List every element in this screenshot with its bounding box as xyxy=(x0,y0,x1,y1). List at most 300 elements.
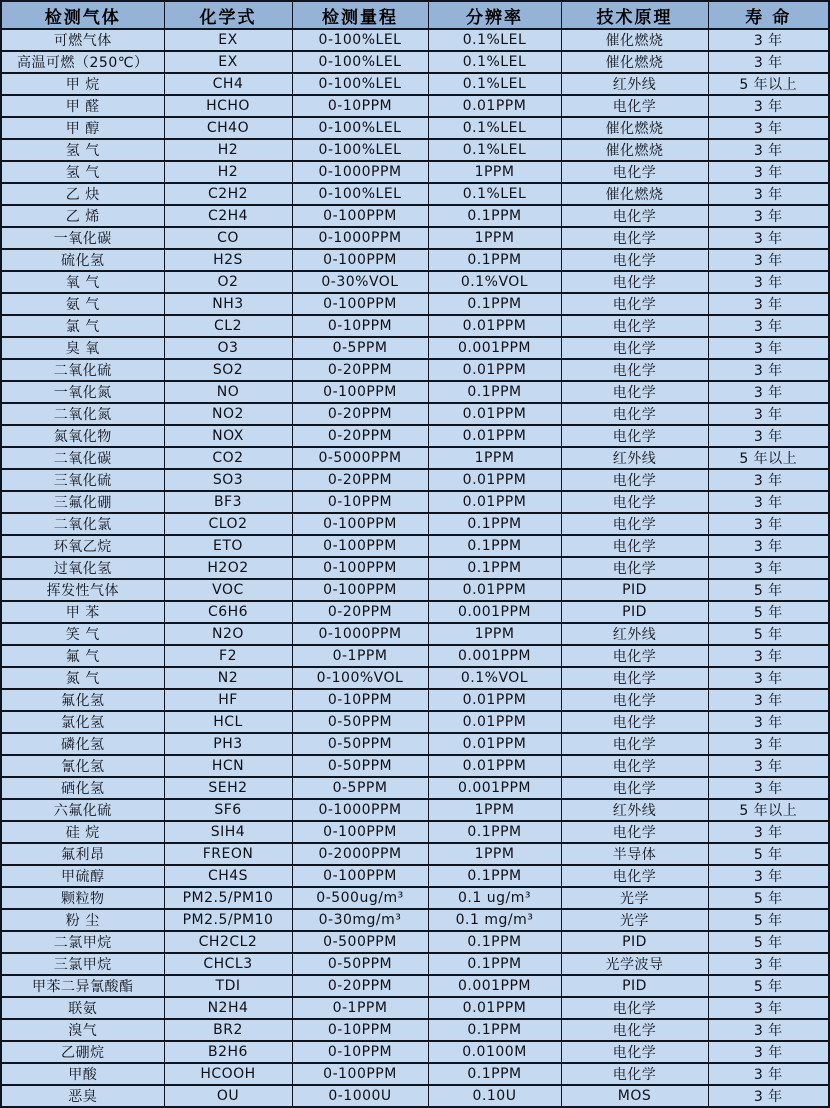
principle-cell: 电化学 xyxy=(561,755,708,777)
resolution-cell: 0.001PPM xyxy=(428,645,561,667)
gas-name-cell: 乙 烯 xyxy=(1,205,164,227)
formula-cell: SO3 xyxy=(164,469,292,491)
table-row xyxy=(1,359,829,381)
gas-name-cell: 甲硫醇 xyxy=(1,865,164,887)
range-cell: 0-10PPM xyxy=(292,491,428,513)
principle-cell: 电化学 xyxy=(561,469,708,491)
principle-cell: 催化燃烧 xyxy=(561,183,708,205)
resolution-cell: 0.1PPM xyxy=(428,249,561,271)
formula-cell: SEH2 xyxy=(164,777,292,799)
principle-cell: 电化学 xyxy=(561,733,708,755)
range-cell: 0-10PPM xyxy=(292,1041,428,1063)
range-cell: 0-30%VOL xyxy=(292,271,428,293)
formula-cell: HCN xyxy=(164,755,292,777)
table-row xyxy=(1,579,829,601)
table-row xyxy=(1,909,829,931)
table-row xyxy=(1,645,829,667)
lifespan-cell: 3 年 xyxy=(708,293,829,315)
range-cell: 0-100PPM xyxy=(292,557,428,579)
gas-name-cell: 硫化氢 xyxy=(1,249,164,271)
resolution-cell: 0.001PPM xyxy=(428,975,561,997)
principle-cell: 电化学 xyxy=(561,249,708,271)
lifespan-cell: 3 年 xyxy=(708,953,829,975)
range-cell: 0-50PPM xyxy=(292,733,428,755)
gas-name-cell: 甲 醇 xyxy=(1,117,164,139)
principle-cell: 电化学 xyxy=(561,997,708,1019)
range-cell: 0-100PPM xyxy=(292,381,428,403)
table-row xyxy=(1,711,829,733)
resolution-cell: 1PPM xyxy=(428,623,561,645)
formula-cell: CL2 xyxy=(164,315,292,337)
range-cell: 0-10PPM xyxy=(292,315,428,337)
lifespan-cell: 3 年 xyxy=(708,249,829,271)
principle-cell: PID xyxy=(561,931,708,953)
resolution-cell: 0.1%LEL xyxy=(428,51,561,73)
range-cell: 0-100%LEL xyxy=(292,51,428,73)
formula-cell: BR2 xyxy=(164,1019,292,1041)
lifespan-cell: 3 年 xyxy=(708,337,829,359)
principle-cell: 催化燃烧 xyxy=(561,117,708,139)
formula-cell: N2 xyxy=(164,667,292,689)
resolution-cell: 0.1PPM xyxy=(428,557,561,579)
resolution-cell: 1PPM xyxy=(428,799,561,821)
resolution-cell: 0.1%VOL xyxy=(428,271,561,293)
range-cell: 0-1000U xyxy=(292,1085,428,1107)
principle-cell: 电化学 xyxy=(561,513,708,535)
principle-cell: 电化学 xyxy=(561,293,708,315)
formula-cell: SO2 xyxy=(164,359,292,381)
resolution-cell: 0.01PPM xyxy=(428,469,561,491)
resolution-cell: 1PPM xyxy=(428,447,561,469)
table-row xyxy=(1,689,829,711)
table-row xyxy=(1,469,829,491)
table-row xyxy=(1,293,829,315)
table-row xyxy=(1,1063,829,1085)
principle-cell: 半导体 xyxy=(561,843,708,865)
resolution-cell: 0.1PPM xyxy=(428,535,561,557)
table-row xyxy=(1,843,829,865)
formula-cell: OU xyxy=(164,1085,292,1107)
lifespan-cell: 3 年 xyxy=(708,865,829,887)
table-row xyxy=(1,447,829,469)
principle-cell: 电化学 xyxy=(561,227,708,249)
gas-name-cell: 六氟化硫 xyxy=(1,799,164,821)
formula-cell: FREON xyxy=(164,843,292,865)
gas-name-cell: 甲 苯 xyxy=(1,601,164,623)
resolution-cell: 0.01PPM xyxy=(428,425,561,447)
lifespan-cell: 3 年 xyxy=(708,381,829,403)
formula-cell: ETO xyxy=(164,535,292,557)
gas-name-cell: 笑 气 xyxy=(1,623,164,645)
gas-name-cell: 氮氧化物 xyxy=(1,425,164,447)
principle-cell: 电化学 xyxy=(561,337,708,359)
range-cell: 0-50PPM xyxy=(292,953,428,975)
formula-cell: HCHO xyxy=(164,95,292,117)
gas-name-cell: 甲 醛 xyxy=(1,95,164,117)
resolution-cell: 0.1PPM xyxy=(428,513,561,535)
range-cell: 0-20PPM xyxy=(292,469,428,491)
resolution-cell: 0.1 ug/m³ xyxy=(428,887,561,909)
lifespan-cell: 3 年 xyxy=(708,29,829,51)
resolution-cell: 0.1%LEL xyxy=(428,117,561,139)
range-cell: 0-10PPM xyxy=(292,95,428,117)
gas-name-cell: 硒化氢 xyxy=(1,777,164,799)
table-row xyxy=(1,227,829,249)
lifespan-cell: 3 年 xyxy=(708,1063,829,1085)
resolution-cell: 1PPM xyxy=(428,227,561,249)
resolution-cell: 0.001PPM xyxy=(428,777,561,799)
header-row xyxy=(1,1,829,29)
principle-cell: 催化燃烧 xyxy=(561,139,708,161)
principle-cell: 电化学 xyxy=(561,315,708,337)
lifespan-cell: 5 年以上 xyxy=(708,73,829,95)
resolution-cell: 0.1%LEL xyxy=(428,29,561,51)
resolution-cell: 0.01PPM xyxy=(428,997,561,1019)
gas-name-cell: 乙 炔 xyxy=(1,183,164,205)
lifespan-cell: 3 年 xyxy=(708,271,829,293)
lifespan-cell: 5 年以上 xyxy=(708,799,829,821)
resolution-cell: 0.1PPM xyxy=(428,1019,561,1041)
resolution-cell: 0.1PPM xyxy=(428,865,561,887)
formula-cell: CO2 xyxy=(164,447,292,469)
formula-cell: NOX xyxy=(164,425,292,447)
principle-cell: 红外线 xyxy=(561,73,708,95)
principle-cell: PID xyxy=(561,601,708,623)
header-detection-range: 检测量程 xyxy=(292,1,428,29)
formula-cell: PM2.5/PM10 xyxy=(164,887,292,909)
principle-cell: 红外线 xyxy=(561,799,708,821)
table-row xyxy=(1,865,829,887)
resolution-cell: 0.001PPM xyxy=(428,601,561,623)
range-cell: 0-500ug/m³ xyxy=(292,887,428,909)
resolution-cell: 0.1%LEL xyxy=(428,139,561,161)
resolution-cell: 0.01PPM xyxy=(428,95,561,117)
table-row xyxy=(1,425,829,447)
lifespan-cell: 3 年 xyxy=(708,1085,829,1107)
gas-name-cell: 二氧化碳 xyxy=(1,447,164,469)
range-cell: 0-1000PPM xyxy=(292,623,428,645)
principle-cell: 电化学 xyxy=(561,271,708,293)
table-row xyxy=(1,667,829,689)
lifespan-cell: 5 年以上 xyxy=(708,447,829,469)
lifespan-cell: 3 年 xyxy=(708,183,829,205)
resolution-cell: 0.1PPM xyxy=(428,293,561,315)
lifespan-cell: 5 年 xyxy=(708,579,829,601)
formula-cell: SIH4 xyxy=(164,821,292,843)
resolution-cell: 0.001PPM xyxy=(428,337,561,359)
table-row xyxy=(1,1019,829,1041)
range-cell: 0-100PPM xyxy=(292,205,428,227)
lifespan-cell: 5 年 xyxy=(708,909,829,931)
principle-cell: 电化学 xyxy=(561,667,708,689)
table-row xyxy=(1,513,829,535)
gas-name-cell: 溴气 xyxy=(1,1019,164,1041)
resolution-cell: 0.1%LEL xyxy=(428,73,561,95)
formula-cell: C2H4 xyxy=(164,205,292,227)
table-row xyxy=(1,29,829,51)
lifespan-cell: 3 年 xyxy=(708,117,829,139)
formula-cell: C6H6 xyxy=(164,601,292,623)
resolution-cell: 0.01PPM xyxy=(428,315,561,337)
lifespan-cell: 5 年 xyxy=(708,931,829,953)
formula-cell: CHCL3 xyxy=(164,953,292,975)
header-chemical-formula: 化学式 xyxy=(164,1,292,29)
range-cell: 0-1000PPM xyxy=(292,161,428,183)
gas-name-cell: 三氧化硫 xyxy=(1,469,164,491)
range-cell: 0-1000PPM xyxy=(292,227,428,249)
lifespan-cell: 5 年 xyxy=(708,887,829,909)
range-cell: 0-100PPM xyxy=(292,249,428,271)
formula-cell: H2S xyxy=(164,249,292,271)
principle-cell: 电化学 xyxy=(561,777,708,799)
table-row xyxy=(1,95,829,117)
range-cell: 0-20PPM xyxy=(292,359,428,381)
resolution-cell: 0.1PPM xyxy=(428,205,561,227)
gas-name-cell: 氯化氢 xyxy=(1,711,164,733)
range-cell: 0-5000PPM xyxy=(292,447,428,469)
principle-cell: PID xyxy=(561,975,708,997)
principle-cell: 光学波导 xyxy=(561,953,708,975)
resolution-cell: 0.1PPM xyxy=(428,821,561,843)
table-row xyxy=(1,799,829,821)
gas-name-cell: 臭 氧 xyxy=(1,337,164,359)
range-cell: 0-100%LEL xyxy=(292,29,428,51)
table-row xyxy=(1,821,829,843)
lifespan-cell: 3 年 xyxy=(708,205,829,227)
gas-name-cell: 氯 气 xyxy=(1,315,164,337)
gas-name-cell: 氢 气 xyxy=(1,139,164,161)
table-row xyxy=(1,601,829,623)
lifespan-cell: 5 年 xyxy=(708,601,829,623)
principle-cell: 电化学 xyxy=(561,1063,708,1085)
gas-name-cell: 挥发性气体 xyxy=(1,579,164,601)
principle-cell: 电化学 xyxy=(561,645,708,667)
range-cell: 0-20PPM xyxy=(292,975,428,997)
gas-name-cell: 氰化氢 xyxy=(1,755,164,777)
formula-cell: NO2 xyxy=(164,403,292,425)
formula-cell: CH4O xyxy=(164,117,292,139)
table-row xyxy=(1,139,829,161)
principle-cell: MOS xyxy=(561,1085,708,1107)
range-cell: 0-5PPM xyxy=(292,337,428,359)
principle-cell: 电化学 xyxy=(561,161,708,183)
range-cell: 0-30mg/m³ xyxy=(292,909,428,931)
table-row xyxy=(1,557,829,579)
range-cell: 0-10PPM xyxy=(292,689,428,711)
lifespan-cell: 3 年 xyxy=(708,469,829,491)
lifespan-cell: 3 年 xyxy=(708,403,829,425)
range-cell: 0-20PPM xyxy=(292,425,428,447)
formula-cell: HCL xyxy=(164,711,292,733)
lifespan-cell: 3 年 xyxy=(708,95,829,117)
lifespan-cell: 3 年 xyxy=(708,557,829,579)
formula-cell: N2H4 xyxy=(164,997,292,1019)
table-row xyxy=(1,733,829,755)
formula-cell: HF xyxy=(164,689,292,711)
lifespan-cell: 3 年 xyxy=(708,51,829,73)
table-row xyxy=(1,117,829,139)
formula-cell: VOC xyxy=(164,579,292,601)
lifespan-cell: 3 年 xyxy=(708,1019,829,1041)
range-cell: 0-100PPM xyxy=(292,865,428,887)
formula-cell: O2 xyxy=(164,271,292,293)
table-row xyxy=(1,161,829,183)
resolution-cell: 0.1PPM xyxy=(428,931,561,953)
resolution-cell: 0.01PPM xyxy=(428,491,561,513)
table-row xyxy=(1,249,829,271)
principle-cell: 电化学 xyxy=(561,711,708,733)
table-row xyxy=(1,535,829,557)
formula-cell: B2H6 xyxy=(164,1041,292,1063)
gas-name-cell: 一氧化碳 xyxy=(1,227,164,249)
gas-name-cell: 乙硼烷 xyxy=(1,1041,164,1063)
lifespan-cell: 3 年 xyxy=(708,139,829,161)
range-cell: 0-50PPM xyxy=(292,711,428,733)
principle-cell: 电化学 xyxy=(561,381,708,403)
range-cell: 0-100%LEL xyxy=(292,183,428,205)
principle-cell: 电化学 xyxy=(561,1019,708,1041)
lifespan-cell: 3 年 xyxy=(708,425,829,447)
resolution-cell: 1PPM xyxy=(428,843,561,865)
resolution-cell: 0.0100M xyxy=(428,1041,561,1063)
range-cell: 0-2000PPM xyxy=(292,843,428,865)
gas-name-cell: 三氯甲烷 xyxy=(1,953,164,975)
resolution-cell: 0.01PPM xyxy=(428,755,561,777)
header-lifespan: 寿 命 xyxy=(708,1,829,29)
formula-cell: O3 xyxy=(164,337,292,359)
table-row xyxy=(1,777,829,799)
table-row xyxy=(1,271,829,293)
lifespan-cell: 3 年 xyxy=(708,1041,829,1063)
resolution-cell: 1PPM xyxy=(428,161,561,183)
formula-cell: F2 xyxy=(164,645,292,667)
lifespan-cell: 3 年 xyxy=(708,359,829,381)
gas-name-cell: 一氧化氮 xyxy=(1,381,164,403)
lifespan-cell: 3 年 xyxy=(708,711,829,733)
principle-cell: 电化学 xyxy=(561,403,708,425)
range-cell: 0-100PPM xyxy=(292,579,428,601)
principle-cell: 电化学 xyxy=(561,425,708,447)
lifespan-cell: 3 年 xyxy=(708,733,829,755)
gas-name-cell: 硅 烷 xyxy=(1,821,164,843)
formula-cell: EX xyxy=(164,29,292,51)
gas-name-cell: 粉 尘 xyxy=(1,909,164,931)
principle-cell: 电化学 xyxy=(561,535,708,557)
formula-cell: EX xyxy=(164,51,292,73)
lifespan-cell: 5 年 xyxy=(708,975,829,997)
principle-cell: 电化学 xyxy=(561,359,708,381)
lifespan-cell: 3 年 xyxy=(708,997,829,1019)
principle-cell: 电化学 xyxy=(561,1041,708,1063)
formula-cell: TDI xyxy=(164,975,292,997)
gas-name-cell: 恶臭 xyxy=(1,1085,164,1107)
range-cell: 0-1PPM xyxy=(292,645,428,667)
gas-name-cell: 二氧化硫 xyxy=(1,359,164,381)
table-row xyxy=(1,931,829,953)
range-cell: 0-100%LEL xyxy=(292,117,428,139)
gas-name-cell: 三氟化硼 xyxy=(1,491,164,513)
resolution-cell: 0.1PPM xyxy=(428,953,561,975)
gas-name-cell: 过氧化氢 xyxy=(1,557,164,579)
gas-name-cell: 磷化氢 xyxy=(1,733,164,755)
formula-cell: H2O2 xyxy=(164,557,292,579)
gas-name-cell: 颗粒物 xyxy=(1,887,164,909)
gas-name-cell: 甲苯二异氰酸酯 xyxy=(1,975,164,997)
range-cell: 0-20PPM xyxy=(292,601,428,623)
formula-cell: H2 xyxy=(164,139,292,161)
range-cell: 0-100PPM xyxy=(292,513,428,535)
gas-name-cell: 甲 烷 xyxy=(1,73,164,95)
table-row xyxy=(1,51,829,73)
table-row xyxy=(1,315,829,337)
formula-cell: NO xyxy=(164,381,292,403)
principle-cell: 电化学 xyxy=(561,689,708,711)
lifespan-cell: 5 年 xyxy=(708,843,829,865)
principle-cell: 红外线 xyxy=(561,447,708,469)
lifespan-cell: 3 年 xyxy=(708,645,829,667)
formula-cell: CLO2 xyxy=(164,513,292,535)
header-resolution: 分辨率 xyxy=(428,1,561,29)
table-row xyxy=(1,491,829,513)
lifespan-cell: 5 年 xyxy=(708,623,829,645)
formula-cell: PM2.5/PM10 xyxy=(164,909,292,931)
lifespan-cell: 3 年 xyxy=(708,513,829,535)
formula-cell: SF6 xyxy=(164,799,292,821)
gas-name-cell: 氢 气 xyxy=(1,161,164,183)
range-cell: 0-500PPM xyxy=(292,931,428,953)
lifespan-cell: 3 年 xyxy=(708,821,829,843)
table-row xyxy=(1,997,829,1019)
formula-cell: CO xyxy=(164,227,292,249)
principle-cell: 电化学 xyxy=(561,865,708,887)
range-cell: 0-50PPM xyxy=(292,755,428,777)
lifespan-cell: 3 年 xyxy=(708,227,829,249)
resolution-cell: 0.01PPM xyxy=(428,579,561,601)
table-header xyxy=(1,1,829,29)
gas-name-cell: 氮 气 xyxy=(1,667,164,689)
principle-cell: 电化学 xyxy=(561,205,708,227)
resolution-cell: 0.01PPM xyxy=(428,689,561,711)
gas-name-cell: 高温可燃（250℃） xyxy=(1,51,164,73)
formula-cell: CH4 xyxy=(164,73,292,95)
resolution-cell: 0.01PPM xyxy=(428,711,561,733)
lifespan-cell: 3 年 xyxy=(708,755,829,777)
formula-cell: C2H2 xyxy=(164,183,292,205)
table-row xyxy=(1,337,829,359)
lifespan-cell: 3 年 xyxy=(708,535,829,557)
table-row xyxy=(1,381,829,403)
gas-name-cell: 氟利昂 xyxy=(1,843,164,865)
resolution-cell: 0.1%VOL xyxy=(428,667,561,689)
table-row xyxy=(1,205,829,227)
resolution-cell: 0.1PPM xyxy=(428,381,561,403)
range-cell: 0-1PPM xyxy=(292,997,428,1019)
principle-cell: 电化学 xyxy=(561,491,708,513)
range-cell: 0-5PPM xyxy=(292,777,428,799)
range-cell: 0-100PPM xyxy=(292,821,428,843)
table-row xyxy=(1,1085,829,1107)
range-cell: 0-20PPM xyxy=(292,403,428,425)
table-row xyxy=(1,975,829,997)
resolution-cell: 0.01PPM xyxy=(428,733,561,755)
principle-cell: 催化燃烧 xyxy=(561,51,708,73)
resolution-cell: 0.1 mg/m³ xyxy=(428,909,561,931)
range-cell: 0-10PPM xyxy=(292,1019,428,1041)
table-row xyxy=(1,887,829,909)
principle-cell: 电化学 xyxy=(561,95,708,117)
table-body xyxy=(1,29,829,1107)
gas-name-cell: 氧 气 xyxy=(1,271,164,293)
